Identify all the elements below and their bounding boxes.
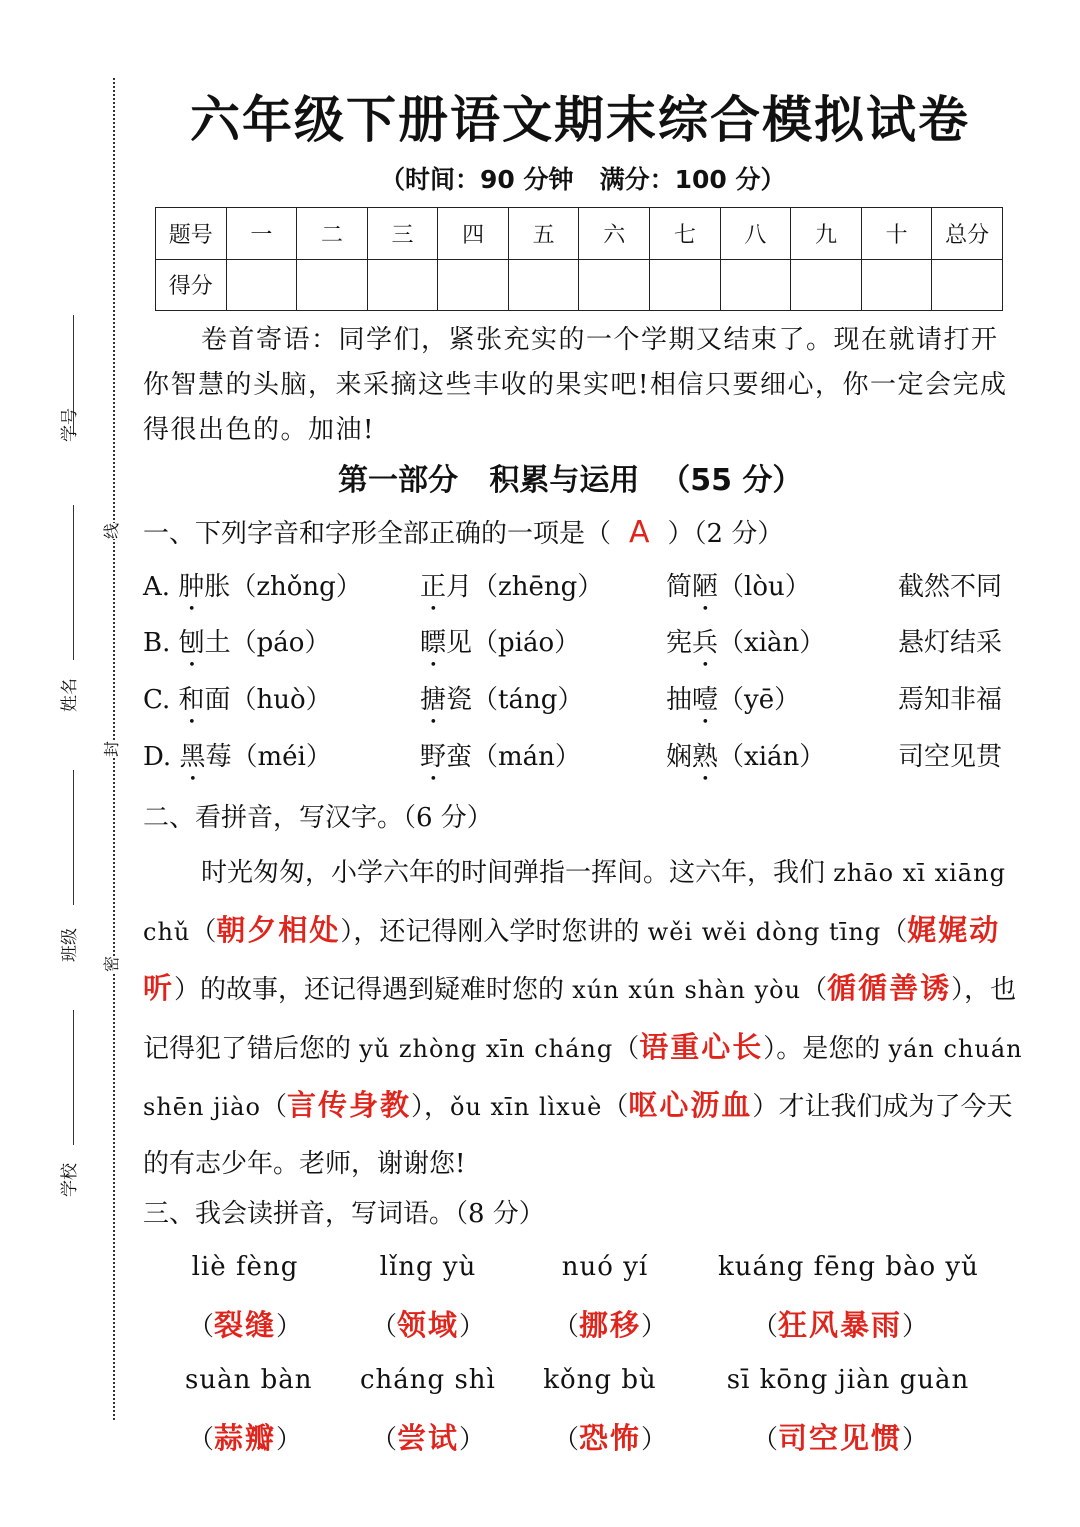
- q3-answer-box: （蒜瓣）: [187, 1421, 303, 1455]
- q3-pinyin: liè fèng: [191, 1252, 299, 1282]
- option-char: 宪: [666, 628, 693, 658]
- option-rest: （lòu）: [718, 572, 811, 602]
- score-header-cell: 七: [650, 208, 721, 260]
- option-dotted-char: 正: [420, 572, 447, 602]
- passage-answer: 循循善诱: [827, 971, 952, 1005]
- option-dotted-char: 噎: [692, 685, 719, 715]
- score-header-cell: 十: [861, 208, 932, 260]
- q1-option-d: [143, 736, 332, 787]
- q3-answer-box: （挪移）: [552, 1308, 668, 1342]
- q3-pinyin: kǒng bù: [543, 1365, 657, 1395]
- q1-option-a-3: [666, 566, 811, 617]
- school-underline: [73, 1010, 74, 1145]
- score-table-header-row: [156, 208, 1003, 260]
- q3-heading: 三、我会读拼音，写词语。（8 分）: [143, 1199, 545, 1229]
- seal-char-seal: 封: [102, 740, 122, 758]
- option-rest: （xián）: [718, 742, 826, 772]
- passage-pinyin: ǒu xīn lìxuè: [450, 1093, 603, 1121]
- score-header-cell: 八: [720, 208, 791, 260]
- passage-answer: 言传身教: [286, 1088, 411, 1122]
- option-rest: 月（zhēng）: [446, 572, 604, 602]
- option-dotted-char: 瞟: [420, 628, 447, 658]
- q3-answer: 裂缝: [213, 1308, 276, 1342]
- q1-option-a: [143, 566, 362, 617]
- q1-heading: [143, 513, 783, 550]
- q1-option-b-4: 悬灯结采: [898, 628, 1003, 658]
- q1-option-d-4: 司空见贯: [898, 742, 1003, 772]
- q3-answer: 司空见惯: [777, 1421, 902, 1455]
- option-dotted-char: 和: [178, 685, 205, 715]
- q1-prefix: 一、下列字音和字形全部正确的一项是（: [143, 519, 612, 549]
- q3-pinyin: kuáng fēng bào yǔ: [718, 1252, 979, 1282]
- option-dotted-char: 肿: [178, 572, 205, 602]
- class-label: 班级: [60, 928, 80, 962]
- score-input-cell[interactable]: [367, 259, 438, 311]
- score-header-cell: 九: [791, 208, 862, 260]
- school-label: 学校: [60, 1163, 80, 1197]
- q1-option-b-3: [666, 622, 825, 673]
- option-dotted-char: 搪: [420, 685, 447, 715]
- option-letter: C.: [143, 685, 179, 715]
- score-input-cell[interactable]: [297, 259, 368, 311]
- score-header-cell: 题号: [156, 208, 227, 260]
- score-row-label: 得分: [156, 259, 227, 311]
- passage-text: 时光匆匆，小学六年的时间弹指一挥间。这六年，我们: [201, 858, 834, 888]
- score-input-cell[interactable]: [226, 259, 297, 311]
- score-header-cell: 三: [367, 208, 438, 260]
- q1-option-d-3: [666, 736, 825, 787]
- score-table: [155, 207, 1003, 311]
- q1-option-c-3: [666, 679, 800, 730]
- option-dotted-char: 野: [420, 742, 447, 772]
- score-table-score-row: [156, 259, 1003, 311]
- option-dotted-char: 陋: [692, 572, 719, 602]
- option-rest: 面（huò）: [204, 685, 332, 715]
- passage-text: ，还记得刚入学时您讲的: [353, 916, 648, 947]
- passage-text: 的故事，还记得遇到疑难时您的: [200, 975, 573, 1005]
- q3-answer-box: （恐怖）: [552, 1421, 668, 1455]
- q1-option-c-2: [420, 679, 583, 730]
- q3-answer-box: （狂风暴雨）: [751, 1308, 929, 1342]
- name-underline: [73, 505, 74, 660]
- q3-answer: 挪移: [578, 1308, 641, 1342]
- option-char: 抽: [666, 685, 693, 715]
- passage-text: 。是您的: [776, 1033, 889, 1064]
- score-input-cell[interactable]: [932, 259, 1003, 311]
- q3-pinyin: nuó yí: [561, 1252, 649, 1282]
- option-char: 简: [666, 572, 693, 602]
- option-rest: 见（piáo）: [446, 628, 581, 658]
- option-rest: 莓（méi）: [205, 742, 332, 772]
- option-rest: 胀（zhǒng）: [204, 572, 362, 602]
- option-dotted-char: 熟: [692, 742, 719, 772]
- score-input-cell[interactable]: [791, 259, 862, 311]
- q3-answer-box: （尝试）: [370, 1421, 486, 1455]
- part1-heading: 第一部分 积累与运用 （55 分）: [338, 463, 803, 498]
- q3-pinyin: cháng shì: [360, 1365, 496, 1395]
- intro-message: [143, 318, 1023, 453]
- score-header-cell: 五: [508, 208, 579, 260]
- q3-answer-box: （司空见惯）: [751, 1421, 929, 1455]
- q3-answer: 蒜瓣: [213, 1421, 276, 1455]
- option-rest: 土（páo）: [204, 628, 331, 658]
- option-rest: （yē）: [718, 685, 801, 715]
- q3-answer: 领域: [396, 1308, 459, 1342]
- q1-option-b: [143, 622, 330, 673]
- q1-option-a-2: [420, 566, 603, 617]
- score-header-cell: 四: [438, 208, 509, 260]
- q1-option-d-2: [420, 736, 581, 787]
- passage-answer: 朝夕相处: [216, 912, 341, 947]
- name-label: 姓名: [60, 678, 80, 712]
- option-letter: D.: [143, 742, 180, 772]
- seal-char-line: 线: [102, 522, 122, 540]
- intro-text: 卷首寄语：同学们，紧张充实的一个学期又结束了。现在就请打开你智慧的头脑，来采摘这些丰收的果实吧!相信只要细心，你一定会完成得很出色的。加油!: [143, 325, 1008, 445]
- exam-subtitle: （时间：90 分钟 满分：100 分）: [380, 165, 786, 194]
- score-input-cell[interactable]: [438, 259, 509, 311]
- q3-answer: 尝试: [396, 1421, 459, 1455]
- passage-pinyin: wěi wěi dòng tīng: [647, 917, 882, 946]
- option-dotted-char: 刨: [178, 628, 205, 658]
- passage-text: ，: [423, 1092, 450, 1122]
- score-input-cell[interactable]: [861, 259, 932, 311]
- option-dotted-char: 黑: [179, 742, 206, 772]
- score-input-cell[interactable]: [579, 259, 650, 311]
- passage-pinyin: xún xún shàn yòu: [572, 976, 802, 1004]
- q2-passage: 时光匆匆，小学六年的时间弹指一挥间。这六年，我们 zhāo xī xiāng chǔ（朝夕相处），还记得刚入学时您讲的 wěi wěi dòng tīng（娓娓动听）的故事，还记得遇到疑难时您的 xún xún shàn yòu（循循善诱），也记得犯了错后您的 yǔ zhòng xīn cháng（语重心长）。是您的 yán chuán shēn jiào（言传身教），ǒu xīn lìxuè（呕心沥血）才让我们成为了今天的有志少年。老师，谢谢您!: [143, 858, 1023, 1179]
- passage-pinyin: yǔ zhòng xīn cháng: [359, 1034, 614, 1063]
- passage-pinyin: zhāo xī xiāng chǔ: [143, 859, 1006, 946]
- seal-char-secret: 密: [102, 955, 122, 973]
- class-underline: [73, 770, 74, 905]
- score-input-cell[interactable]: [650, 259, 721, 311]
- q3-pinyin: lǐng yù: [379, 1252, 477, 1282]
- q3-answer: 恐怖: [578, 1421, 641, 1455]
- q3-pinyin: sī kōng jiàn guàn: [726, 1365, 970, 1395]
- q3-pinyin: suàn bàn: [185, 1365, 313, 1395]
- option-char: 娴: [666, 742, 693, 772]
- q1-option-b-2: [420, 622, 580, 673]
- score-input-cell[interactable]: [720, 259, 791, 311]
- score-header-cell: 二: [297, 208, 368, 260]
- passage-answer: 呕心沥血: [628, 1088, 753, 1122]
- q1-answer: A: [629, 515, 650, 550]
- score-header-cell: 六: [579, 208, 650, 260]
- option-letter: B.: [143, 628, 179, 658]
- q1-option-a-4: 截然不同: [898, 572, 1003, 602]
- passage-text: 才让我们成为了今天的有志少年。老师，谢谢您!: [143, 1092, 1013, 1179]
- q1-option-c-4: 焉知非福: [898, 685, 1003, 715]
- passage-pinyin: yán chuán shēn jiào: [143, 1034, 1023, 1121]
- option-dotted-char: 兵: [692, 628, 719, 658]
- q3-answer-box: （裂缝）: [187, 1308, 303, 1342]
- passage-answer: 语重心长: [639, 1029, 764, 1064]
- passage-text: ，也记得犯了错后您的: [143, 975, 1017, 1064]
- q1-option-c: [143, 679, 332, 730]
- option-rest: （xiàn）: [718, 628, 826, 658]
- q2-heading: 二、看拼音，写汉字。（6 分）: [143, 803, 493, 833]
- score-header-cell: 一: [226, 208, 297, 260]
- exam-title: 六年级下册语文期末综合模拟试卷: [190, 91, 970, 149]
- score-header-cell: 总分: [932, 208, 1003, 260]
- q3-answer-box: （领域）: [370, 1308, 486, 1342]
- student-id-label: 学号: [60, 408, 80, 442]
- passage-answer: 娓娓动听: [143, 912, 1001, 1005]
- q3-answer: 狂风暴雨: [777, 1308, 902, 1342]
- option-rest: 蛮（mán）: [446, 742, 581, 772]
- score-input-cell[interactable]: [508, 259, 579, 311]
- q1-suffix: ）（2 分）: [667, 519, 784, 549]
- option-letter: A.: [143, 572, 179, 602]
- option-rest: 瓷（táng）: [446, 685, 584, 715]
